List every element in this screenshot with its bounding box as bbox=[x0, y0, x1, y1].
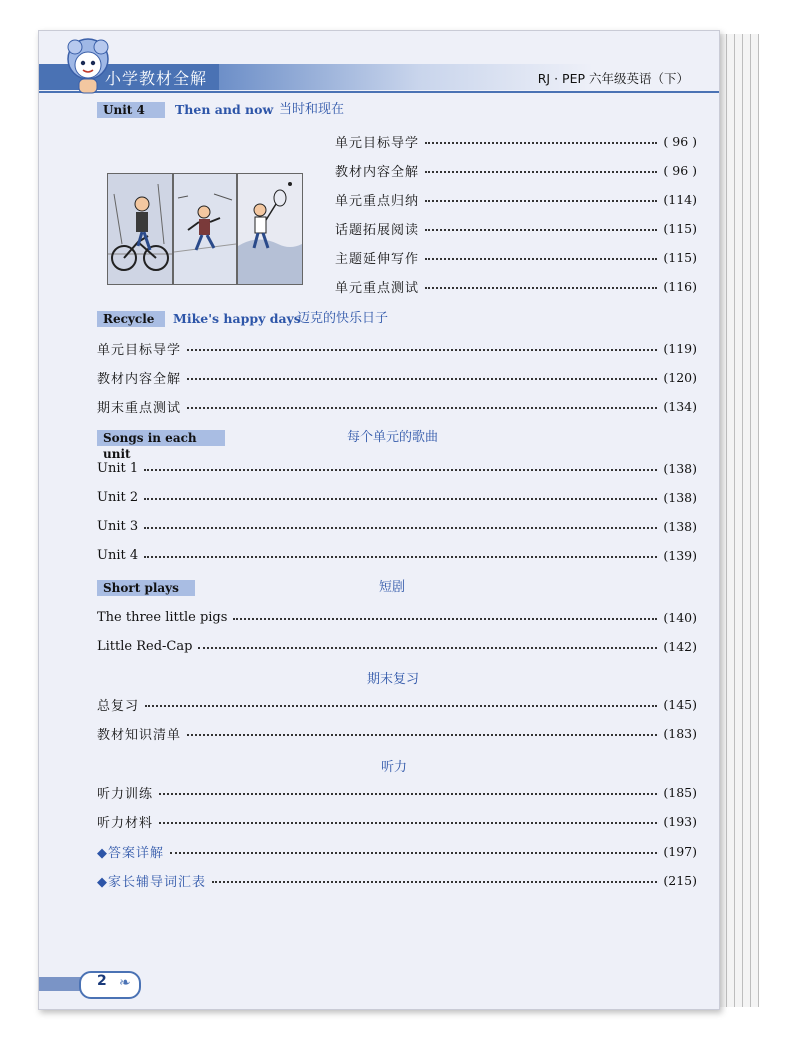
leader-dots bbox=[233, 618, 657, 620]
toc-label: 主题延伸写作 bbox=[335, 251, 420, 267]
page-number: 2 bbox=[97, 973, 107, 989]
leader-dots bbox=[144, 498, 657, 500]
toc-page: (119) bbox=[663, 340, 697, 356]
toc-row[interactable] bbox=[97, 367, 697, 387]
section-title-review: 期末复习 bbox=[367, 672, 420, 687]
leader-dots bbox=[425, 258, 657, 260]
toc-page: ( 96 ) bbox=[663, 133, 697, 149]
leader-dots bbox=[187, 734, 657, 736]
toc-row[interactable] bbox=[97, 487, 697, 507]
illustration-bicycle bbox=[107, 173, 173, 285]
toc-row[interactable] bbox=[335, 189, 697, 209]
section-title-zh: 当时和现在 bbox=[279, 102, 345, 117]
toc-row[interactable] bbox=[97, 545, 697, 565]
toc-page: (138) bbox=[663, 460, 697, 476]
section-label: Recycle bbox=[97, 311, 165, 327]
toc-label: Unit 4 bbox=[97, 547, 139, 563]
toc-label: 听力训练 bbox=[97, 786, 154, 802]
section-title-listening: 听力 bbox=[381, 760, 408, 775]
toc-row[interactable] bbox=[335, 160, 697, 180]
toc-row[interactable] bbox=[97, 607, 697, 627]
book-page bbox=[38, 30, 720, 1010]
toc-label: ◆答案详解 bbox=[97, 845, 164, 861]
bicycle-icon bbox=[108, 174, 172, 284]
leader-dots bbox=[212, 881, 657, 883]
leader-dots bbox=[170, 852, 657, 854]
toc-label: 单元重点归纳 bbox=[335, 193, 420, 209]
illustration-skating bbox=[173, 173, 237, 285]
section-plays bbox=[97, 580, 697, 596]
toc-row[interactable] bbox=[97, 841, 697, 861]
toc-label: 单元目标导学 bbox=[97, 342, 182, 358]
toc-row[interactable] bbox=[335, 276, 697, 296]
section-recycle bbox=[97, 311, 497, 327]
toc-row[interactable] bbox=[97, 458, 697, 478]
leader-dots bbox=[159, 822, 657, 824]
toc-label: Little Red-Cap bbox=[97, 638, 193, 654]
toc-label: 教材内容全解 bbox=[335, 164, 420, 180]
leader-dots bbox=[425, 171, 657, 173]
leader-dots bbox=[425, 142, 657, 144]
section-label: Short plays bbox=[97, 580, 195, 596]
section-title-zh: 每个单元的歌曲 bbox=[347, 430, 439, 445]
section-label: Unit 4 bbox=[97, 102, 165, 118]
toc-page: (115) bbox=[663, 220, 697, 236]
leader-dots bbox=[425, 200, 657, 202]
toc-label: 总复习 bbox=[97, 698, 140, 714]
toc-label: 话题拓展阅读 bbox=[335, 222, 420, 238]
toc-page: (116) bbox=[663, 278, 697, 294]
toc-page: ( 96 ) bbox=[663, 162, 697, 178]
toc-label: 单元目标导学 bbox=[335, 135, 420, 151]
toc-page: (115) bbox=[663, 249, 697, 265]
toc-label: 教材知识清单 bbox=[97, 727, 182, 743]
toc-label: 单元重点测试 bbox=[335, 280, 420, 296]
toc-page: (134) bbox=[663, 398, 697, 414]
toc-page: (138) bbox=[663, 518, 697, 534]
toc-row[interactable] bbox=[97, 396, 697, 416]
toc-row[interactable] bbox=[97, 636, 697, 656]
badminton-icon bbox=[238, 174, 302, 284]
page-number-badge bbox=[79, 971, 141, 999]
leader-dots bbox=[425, 287, 657, 289]
section-title-zh: 短剧 bbox=[379, 580, 406, 595]
toc-row[interactable] bbox=[97, 723, 697, 743]
toc-page: (140) bbox=[663, 609, 697, 625]
toc-row[interactable] bbox=[97, 811, 697, 831]
leader-dots bbox=[144, 527, 657, 529]
toc-label: 教材内容全解 bbox=[97, 371, 182, 387]
toc-page: (139) bbox=[663, 547, 697, 563]
leader-dots bbox=[187, 349, 657, 351]
leader-dots bbox=[198, 647, 657, 649]
toc-row[interactable] bbox=[335, 247, 697, 267]
toc-page: (215) bbox=[663, 872, 697, 888]
toc-page: (193) bbox=[663, 813, 697, 829]
toc-row[interactable] bbox=[97, 870, 697, 890]
leader-dots bbox=[425, 229, 657, 231]
section-title-zh: 迈克的快乐日子 bbox=[297, 311, 389, 326]
toc-page: (120) bbox=[663, 369, 697, 385]
section-unit4 bbox=[97, 102, 497, 118]
toc-row[interactable] bbox=[335, 131, 697, 151]
toc-page: (183) bbox=[663, 725, 697, 741]
toc-label: Unit 3 bbox=[97, 518, 139, 534]
header-rule bbox=[39, 91, 719, 93]
toc-page: (197) bbox=[663, 843, 697, 859]
toc-label: Unit 2 bbox=[97, 489, 139, 505]
toc-label: ◆家长辅导词汇表 bbox=[97, 874, 206, 890]
toc-row[interactable] bbox=[97, 694, 697, 714]
section-title-en: Mike's happy days bbox=[173, 311, 301, 326]
toc-page: (142) bbox=[663, 638, 697, 654]
leader-dots bbox=[159, 793, 657, 795]
leader-dots bbox=[145, 705, 657, 707]
leader-dots bbox=[144, 556, 657, 558]
toc-row[interactable] bbox=[97, 338, 697, 358]
section-label: Songs in each unit bbox=[97, 430, 225, 446]
toc-label: 听力材料 bbox=[97, 815, 154, 831]
brand-title: 小学教材全解 bbox=[105, 69, 208, 88]
toc-row[interactable] bbox=[97, 516, 697, 536]
leaf-icon: ❧ bbox=[119, 975, 131, 991]
section-songs bbox=[97, 430, 697, 461]
skating-icon bbox=[174, 174, 236, 284]
toc-label: The three little pigs bbox=[97, 609, 228, 625]
toc-page: (145) bbox=[663, 696, 697, 712]
toc-row[interactable] bbox=[97, 782, 697, 802]
leader-dots bbox=[187, 407, 657, 409]
toc-page: (185) bbox=[663, 784, 697, 800]
toc-label: 期末重点测试 bbox=[97, 400, 182, 416]
section-title-en: Then and now bbox=[175, 102, 274, 117]
leader-dots bbox=[187, 378, 657, 380]
toc-page: (114) bbox=[663, 191, 697, 207]
book-info: RJ · PEP 六年级英语（下） bbox=[537, 71, 689, 86]
toc-label: Unit 1 bbox=[97, 460, 139, 476]
toc-page: (138) bbox=[663, 489, 697, 505]
leader-dots bbox=[144, 469, 657, 471]
toc-row[interactable] bbox=[335, 218, 697, 238]
illustration-badminton bbox=[237, 173, 303, 285]
